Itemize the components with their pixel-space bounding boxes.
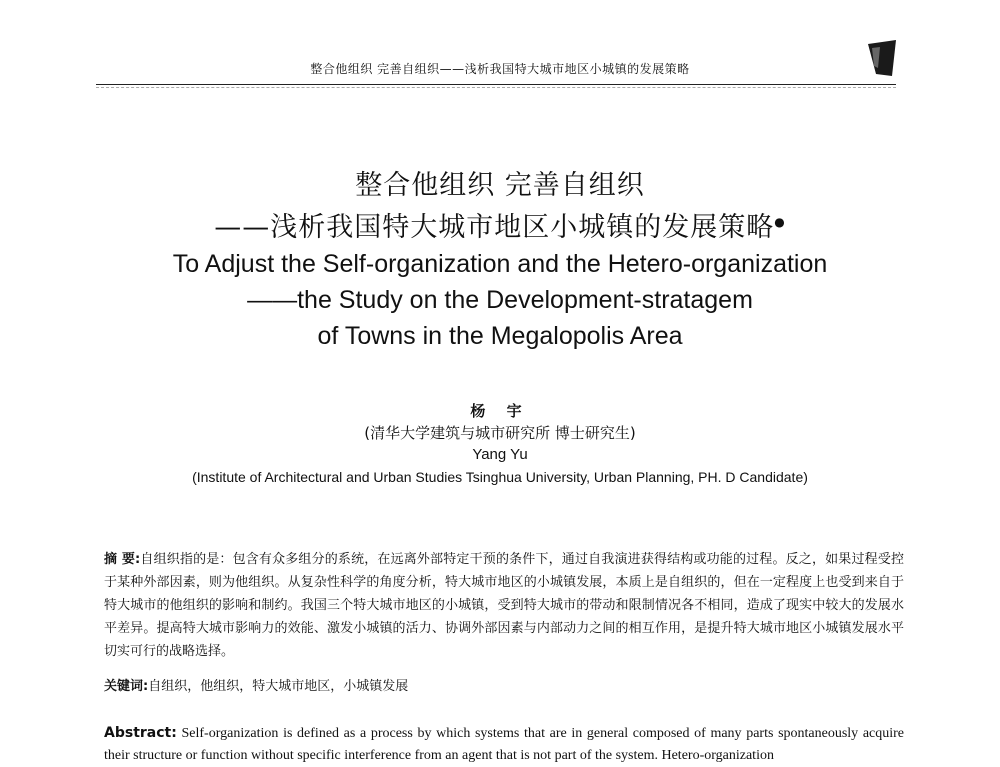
keywords-zh-label: 关键词: (104, 679, 149, 694)
title-zh-line1: 整合他组织 完善自组织 (355, 170, 645, 201)
author-name-zh: 杨 宇 (470, 402, 530, 420)
abstract-en (104, 722, 904, 767)
title-en-line1: To Adjust the Self-organization and the Hetero-organization (172, 250, 828, 278)
abstract-en-label: Abstract: (104, 725, 177, 741)
header-rule-secondary (96, 87, 896, 88)
footnote-mark: ● (774, 215, 786, 229)
abstract-zh-text: 自组织指的是：包含有众多组分的系统，在远离外部特定干预的条件下，通过自我演进获得结构或功能的过程。反之，如果过程受控于某种外部因素，则为他组织。从复杂性科学的角度分析，特大城市地区的小城镇发展，本质上是自组织的，但在一定程度上也受到来自于特大城市的他组织的影响和制约。我国三个特大城市地区的小城镇，受到特大城市的带动和限制情况各不相同，造成了现实中较大的发展水平差异。提高特大城市影响力的效能、激发小城镇的活力、协调外部因素与内部动力之间的相互作用，是提升特大城市地区小城镇发展水平切实可行的战略选择。 (104, 552, 904, 659)
keywords-zh (104, 676, 904, 698)
title-zh-line2 (0, 204, 1000, 246)
title-zh-line2-text: ——浅析我国特大城市地区小城镇的发展策略 (214, 212, 775, 243)
title-en-line3: of Towns in the Megalopolis Area (317, 322, 683, 350)
author-affiliation-zh: (清华大学建筑与城市研究所 博士研究生) (364, 424, 636, 442)
running-header: 整合他组织 完善自组织——浅析我国特大城市地区小城镇的发展策略 (310, 62, 690, 76)
journal-logo-icon (866, 38, 900, 78)
author-name-en: Yang Yu (472, 446, 528, 463)
header-rule (96, 84, 896, 85)
keywords-zh-text: 自组织，他组织，特大城市地区，小城镇发展 (148, 679, 409, 694)
abstract-zh (104, 548, 904, 663)
author-block (0, 400, 1000, 488)
abstract-en-text: Self-organization is defined as a process by which systems that are in general composed of many parts spontaneously acquire their structure or function without specific interference from an agent that is not part of the system. Hetero-organization (104, 726, 905, 763)
title-block (0, 168, 1000, 354)
author-affiliation-en: (Institute of Architectural and Urban Studies Tsinghua University, Urban Planning, PH. D Candidate) (192, 469, 808, 485)
title-en-line2: ——the Study on the Development-stratagem (247, 286, 753, 314)
abstract-zh-label: 摘 要: (104, 552, 141, 567)
